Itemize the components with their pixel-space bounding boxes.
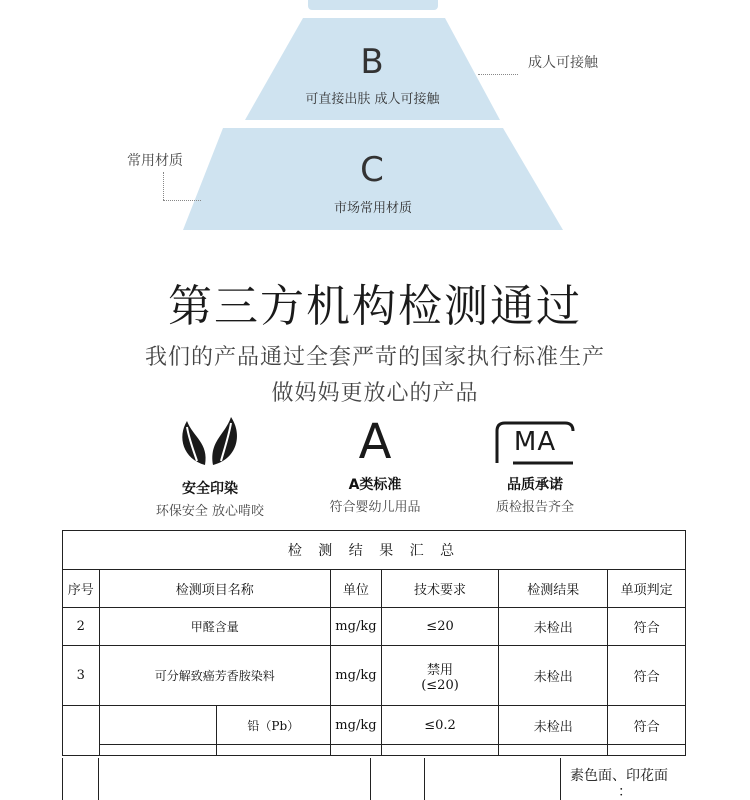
subline-2: 做妈妈更放心的产品 [271, 381, 479, 406]
table-row [63, 608, 686, 646]
badge-safe-dye-sub: 环保安全 放心啃咬 [155, 504, 265, 519]
row-result: 未检出 [499, 706, 608, 745]
row-result: 未检出 [499, 646, 608, 706]
subline-1: 我们的产品通过全套严苛的国家执行标准生产 [144, 345, 605, 370]
table-row [63, 706, 686, 745]
row-verdict: 符合 [608, 706, 686, 745]
row-verdict: 符合 [608, 646, 686, 706]
row-unit: mg/kg [331, 706, 382, 745]
header-result: 检测结果 [499, 570, 608, 608]
tail-text [570, 765, 668, 799]
row-no: 3 [63, 646, 100, 706]
table-row [63, 646, 686, 706]
badge-a-standard [290, 415, 460, 515]
row-no: 2 [63, 608, 100, 646]
tier-b-description: 可直接出肤 成人可接触 [305, 92, 440, 107]
row-verdict: 符合 [608, 608, 686, 646]
badge-quality [450, 415, 620, 515]
row-item: 铅（Pb） [247, 718, 300, 733]
badge-a-standard-sub: 符合婴幼儿用品 [329, 500, 421, 515]
header-no: 序号 [63, 570, 100, 608]
row-unit: mg/kg [331, 646, 382, 706]
pyramid-tier-a-remnant [308, 0, 438, 10]
row-unit: mg/kg [331, 608, 382, 646]
letter-a-icon: A [358, 414, 392, 470]
header-verdict: 单项判定 [608, 570, 686, 608]
badge-quality-sub: 质检报告齐全 [495, 500, 574, 515]
row-requirement-line2: (≤20) [421, 677, 459, 693]
badge-safe-dye-title: 安全印染 [182, 481, 238, 497]
tier-c-description: 市场常用材质 [333, 201, 412, 216]
row-requirement-line1: 禁用 [427, 662, 454, 678]
row-item-split [99, 706, 330, 745]
row-item: 甲醛含量 [99, 608, 330, 646]
row-result: 未检出 [499, 608, 608, 646]
badge-quality-title: 品质承诺 [507, 477, 563, 493]
row-requirement: ≤0.2 [381, 706, 498, 745]
tier-c-leader-vertical [163, 172, 164, 200]
row-no [63, 706, 100, 756]
tier-c-leader-horizontal [163, 200, 201, 201]
tier-c-letter: C [360, 150, 384, 190]
header-requirement: 技术要求 [381, 570, 498, 608]
row-requirement [381, 646, 498, 706]
tier-c-side-label: 常用材质 [127, 153, 183, 169]
header-item: 检测项目名称 [99, 570, 330, 608]
row-requirement: ≤20 [381, 608, 498, 646]
page-headline: 第三方机构检测通过 [168, 281, 582, 332]
tier-b-letter: B [360, 42, 384, 82]
badge-safe-dye [125, 415, 295, 519]
test-report-table [62, 530, 686, 756]
header-unit: 单位 [331, 570, 382, 608]
leaves-icon [175, 415, 245, 470]
ma-stamp-text: MA [513, 427, 557, 457]
report-caption: 检 测 结 果 汇 总 [63, 531, 686, 570]
badge-a-standard-title: A类标准 [348, 477, 402, 493]
tail-text-line2: ： [618, 784, 632, 800]
tier-b-leader-line [478, 74, 518, 75]
tail-text-line1: 素色面、印花面 [570, 768, 668, 784]
row-item: 可分解致癌芳香胺染料 [99, 646, 330, 706]
tier-b-side-label: 成人可接触 [528, 55, 598, 71]
